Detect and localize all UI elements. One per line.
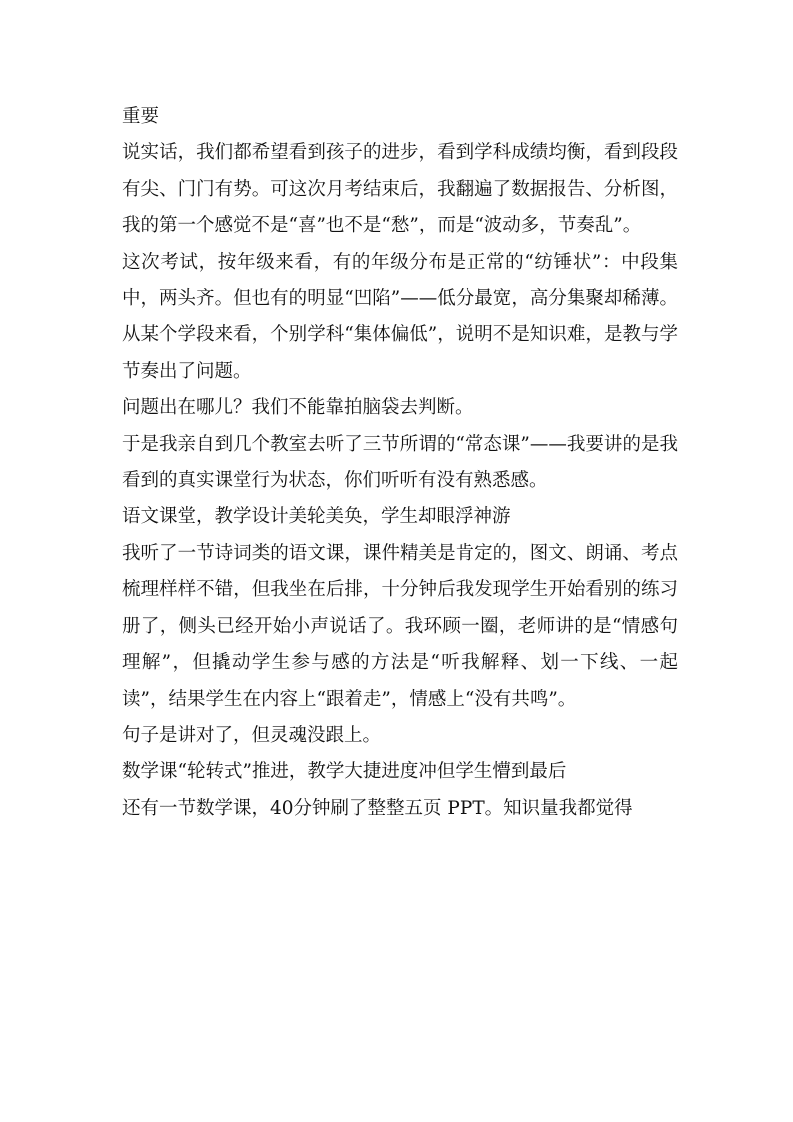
paragraph: 这次考试，按年级来看，有的年级分布是正常的“纺锤状”：中段集中，两头齐。但也有的明显“凹陷”——低分最宽，高分集聚却稀薄。从某个学段来看，个别学科“集体偏低”，说明不是知识难，是教与学节奏出了问题。 bbox=[122, 251, 678, 382]
paragraph: 句子是讲对了，但灵魂没跟上。 bbox=[122, 724, 382, 746]
paragraph: 于是我亲自到几个教室去听了三节所谓的“常态课”——我要讲的是我看到的真实课堂行为状态，你们听听有没有熟悉感。 bbox=[122, 433, 678, 492]
section-heading-chinese-class: 语文课堂，教学设计美轮美奂，学生却眼浮神游 bbox=[122, 506, 511, 528]
paragraph: 还有一节数学课，40分钟刷了整整五页 PPT。知识量我都觉得 bbox=[122, 797, 633, 819]
paragraph: 说实话，我们都希望看到孩子的进步，看到学科成绩均衡，看到段段有尖、门门有势。可这次月考结束后，我翻遍了数据报告、分析图，我的第一个感觉不是“喜”也不是“愁”，而是“波动多，节奏乱”。 bbox=[122, 142, 678, 237]
paragraph: 问题出在哪儿？我们不能靠拍脑袋去判断。 bbox=[122, 397, 474, 419]
document-body bbox=[122, 99, 678, 827]
paragraph-heading-important: 重要 bbox=[122, 106, 160, 127]
paragraph: 我听了一节诗词类的语文课，课件精美是肯定的，图文、朗诵、考点梳理样样不错，但我坐在后排，十分钟后我发现学生开始看别的练习册了，侧头已经开始小声说话了。我环顾一圈，老师讲的是“情感句理解”，但撬动学生参与感的方法是“听我解释、划一下线、一起读”，结果学生在内容上“跟着走”，情感上“没有共鸣”。 bbox=[122, 542, 678, 710]
section-heading-math-class: 数学课“轮转式”推进，教学大捷进度冲但学生懵到最后 bbox=[122, 761, 567, 783]
